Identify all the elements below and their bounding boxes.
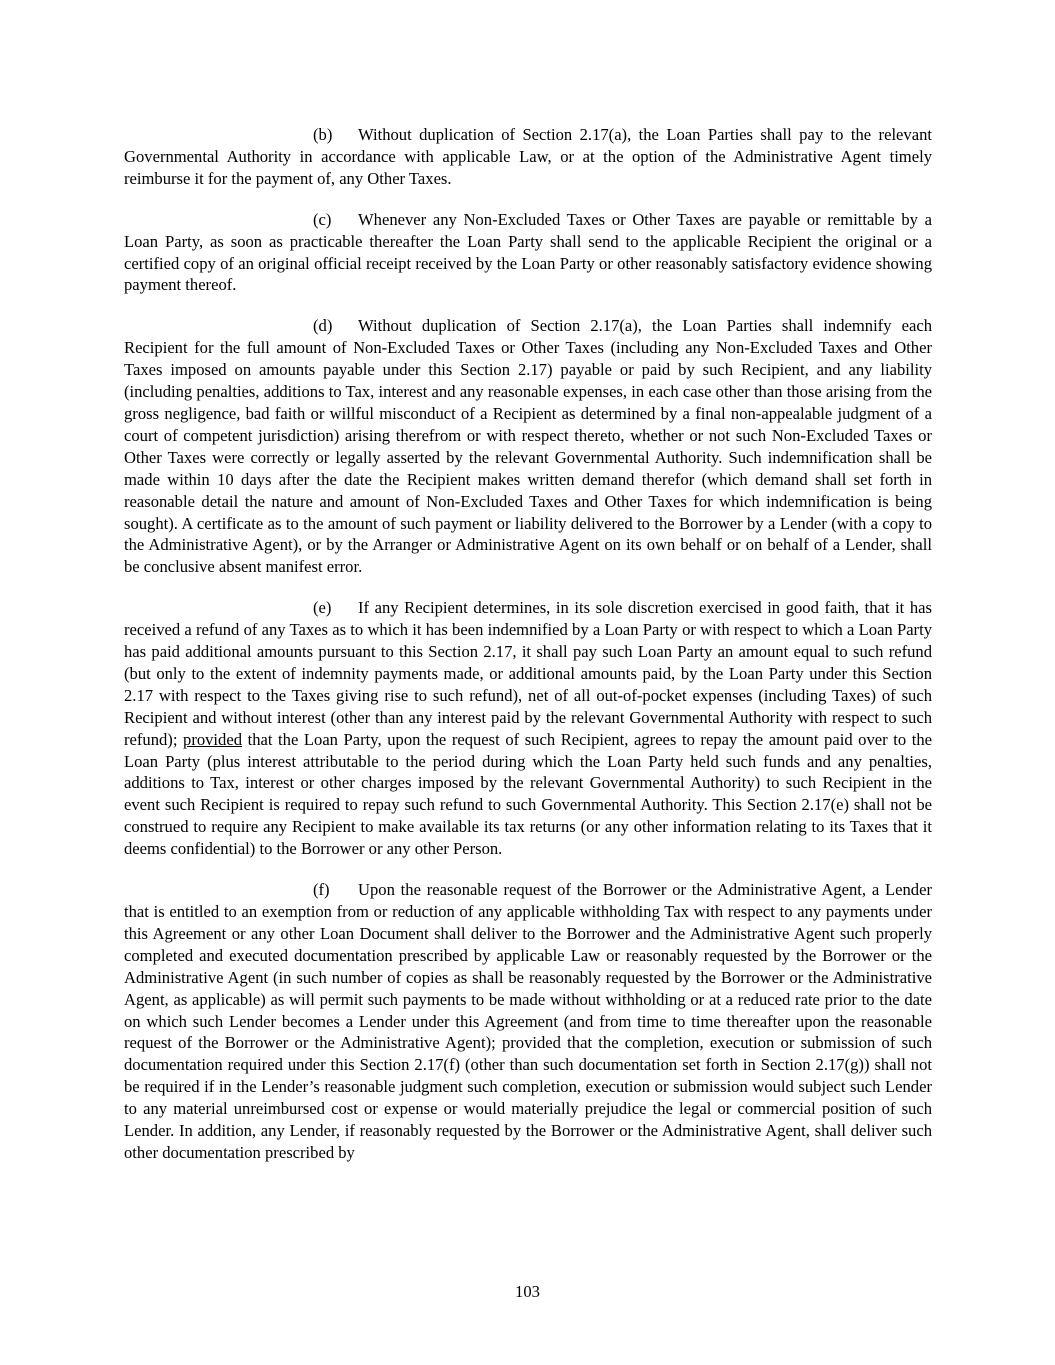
provided-underlined: provided bbox=[183, 729, 243, 749]
page-number: 103 bbox=[515, 1282, 540, 1301]
paragraph-text: Without duplication of Section 2.17(a), the Loan Parties shall indemnify each Recipient for the full amount of Non-Excluded Taxes or Other Taxes (including any Non-Excluded Taxes and Other Taxes imposed on amounts payable under this Section 2.17) payable or paid by such Recipient, and any liability (including penalties, additions to Tax, interest and any reasonable expenses, in each case other than those arising from the gross negligence, bad faith or willful misconduct of a Recipient as determined by a final non-appealable judgment of a court of competent jurisdiction) arising therefrom or with respect thereto, whether or not such Non-Excluded Taxes or Other Taxes were correctly or legally asserted by the relevant Governmental Authority. Such indemnification shall be made within 10 days after the date the Recipient makes written demand therefor (which demand shall set forth in reasonable detail the nature and amount of Non-Excluded Taxes and Other Taxes for which indemnification is being sought). A certificate as to the amount of such payment or liability delivered to the Borrower by a Lender (with a copy to the Administrative Agent), or by the Arranger or Administrative Agent on its own behalf or on behalf of a Lender, shall be conclusive absent manifest error. bbox=[124, 316, 932, 577]
paragraph-text-after: that the Loan Party, upon the request of such Recipient, agrees to repay the amount paid over to the Loan Party (plus interest attributable to the period during which the Loan Party held such funds and any penalties, additions to Tax, interest or other charges imposed by the relevant Governmental Authority) to such Recipient in the event such Recipient is required to repay such refund to such Governmental Authority. This Section 2.17(e) shall not be construed to require any Recipient to make available its tax returns (or any other information relating to its Taxes that it deems confidential) to the Borrower or any other Person. bbox=[124, 729, 932, 859]
paragraph-c bbox=[124, 209, 932, 297]
paragraph-b bbox=[124, 124, 932, 190]
paragraph-label: (f) bbox=[313, 880, 330, 900]
body-text bbox=[124, 124, 932, 1183]
paragraph-f bbox=[124, 879, 932, 1164]
paragraph-label: (e) bbox=[313, 598, 332, 618]
paragraph-d bbox=[124, 315, 932, 578]
paragraph-text: Upon the reasonable request of the Borrower or the Administrative Agent, a Lender that is entitled to an exemption from or reduction of any applicable withholding Tax with respect to any payments under this Agreement or any other Loan Document shall deliver to the Borrower and the Administrative Agent such properly completed and executed documentation prescribed by applicable Law or reasonably requested by the Borrower or the Administrative Agent (in such number of copies as shall be reasonably requested by the Borrower or the Administrative Agent, as applicable) as will permit such payments to be made without withholding or at a reduced rate prior to the date on which such Lender becomes a Lender under this Agreement (and from time to time thereafter upon the reasonable request of the Borrower or the Administrative Agent); provided that the completion, execution or submission of such documentation required under this Section 2.17(f) (other than such documentation set forth in Section 2.17(g)) shall not be required if in the Lender’s reasonable judgment such completion, execution or submission would subject such Lender to any material unreimbursed cost or expense or would materially prejudice the legal or commercial position of such Lender. In addition, any Lender, if reasonably requested by the Borrower or the Administrative Agent, shall deliver such other documentation prescribed by bbox=[124, 880, 932, 1162]
paragraph-text: Whenever any Non-Excluded Taxes or Other Taxes are payable or remittable by a Loan Party, as soon as practicable thereafter the Loan Party shall send to the applicable Recipient the original or a certified copy of an original official receipt received by the Loan Party or other reasonably satisfactory evidence showing payment thereof. bbox=[124, 209, 932, 295]
paragraph-text-before: If any Recipient determines, in its sole discretion exercised in good faith, that it has received a refund of any Taxes as to which it has been indemnified by a Loan Party or with respect to which a Loan Party has paid additional amounts pursuant to this Section 2.17, it shall pay such Loan Party an amount equal to such refund (but only to the extent of indemnity payments made, or additional amounts paid, by the Loan Party under this Section 2.17 with respect to the Taxes giving rise to such refund), net of all out-of-pocket expenses (including Taxes) of such Recipient and without interest (other than any interest paid by the relevant Governmental Authority with respect to such refund); bbox=[124, 598, 932, 749]
paragraph-e bbox=[124, 597, 932, 860]
paragraph-label: (d) bbox=[313, 316, 333, 336]
paragraph-text: Without duplication of Section 2.17(a), the Loan Parties shall pay to the relevant Governmental Authority in accordance with applicable Law, or at the option of the Administrative Agent timely reimburse it for the payment of, any Other Taxes. bbox=[124, 125, 932, 188]
paragraph-label: (c) bbox=[313, 209, 332, 229]
paragraph-label: (b) bbox=[313, 125, 333, 144]
